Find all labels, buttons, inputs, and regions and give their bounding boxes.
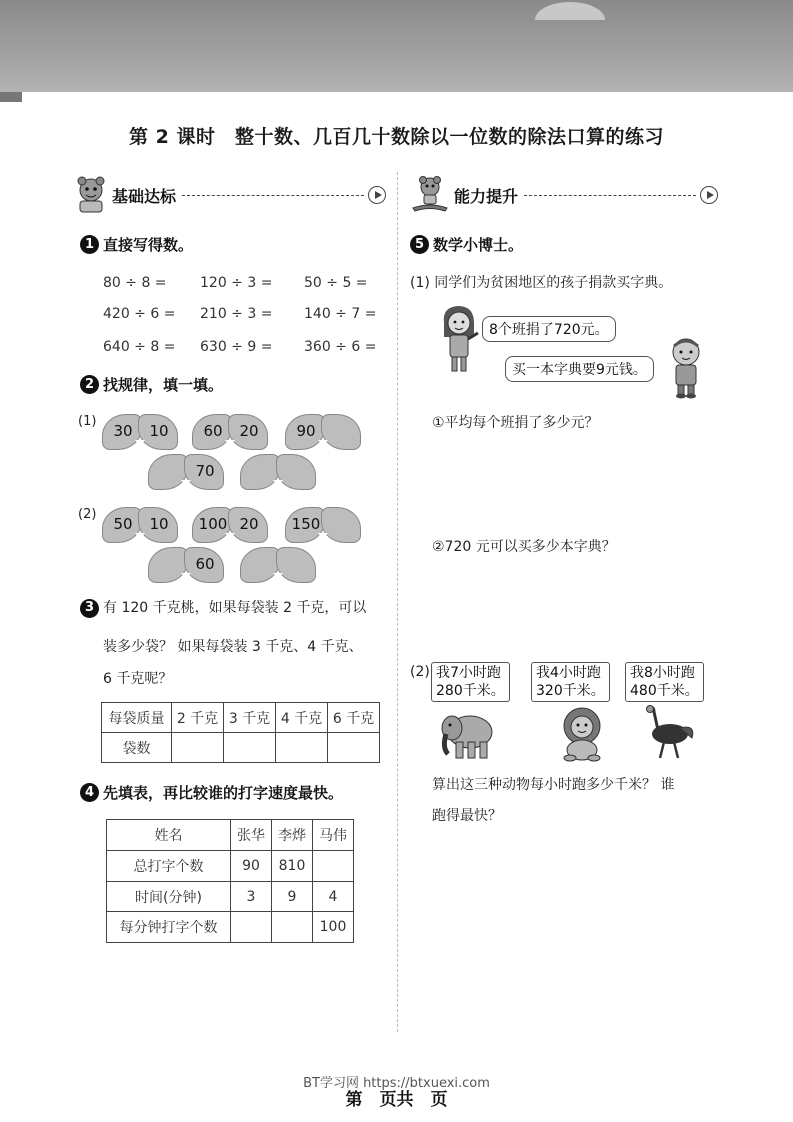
leaf-pair (102, 505, 180, 545)
arrow-icon (273, 573, 283, 579)
leaf-pair (192, 505, 270, 545)
speech-bubble-ostrich (625, 662, 704, 702)
question-3-table (101, 702, 380, 763)
subquestion-label: (1) (78, 414, 97, 429)
leaf-value: 70 (195, 462, 215, 480)
table-header-cell: 3 千克 (224, 703, 276, 733)
table-header-cell: 4 千克 (276, 703, 328, 733)
table-row (102, 703, 380, 733)
table-row (107, 820, 354, 851)
arrow-icon (135, 440, 145, 446)
section-dash (182, 195, 364, 196)
table-cell: 9 (272, 882, 313, 912)
leaf-pair (285, 505, 363, 545)
question-number: 2 (80, 375, 99, 394)
table-header-cell: 2 千克 (172, 703, 224, 733)
question-5-ask-2: ②720 元可以买多少本字典？ (432, 539, 616, 555)
table-header-cell: 马伟 (313, 820, 354, 851)
bubble-line: 我8小时跑 (630, 665, 695, 681)
header-band (0, 0, 793, 100)
question-3-line (80, 598, 366, 618)
section-basic (74, 176, 386, 214)
table-cell: 总打字个数 (107, 851, 231, 882)
calc-item: 630 ÷ 9 = (200, 339, 273, 355)
leaf-value: 30 (113, 422, 133, 440)
answer-cell[interactable] (272, 912, 313, 943)
leaf-value: 10 (149, 422, 169, 440)
calc-item: 360 ÷ 6 = (304, 339, 377, 355)
question-5-ask-1: ①平均每个班捐了多少元？ (432, 415, 599, 431)
leaf-value: 60 (195, 555, 215, 573)
page-curl (535, 2, 605, 20)
table-cell: 每分钟打字个数 (107, 912, 231, 943)
question-number: 4 (80, 783, 99, 802)
arrow-icon (273, 480, 283, 486)
table-header-cell: 6 千克 (328, 703, 380, 733)
question-5-part2: (2) (410, 664, 430, 680)
play-icon[interactable] (700, 186, 718, 204)
header-tab (0, 92, 22, 102)
section-advanced (410, 176, 718, 214)
leaf-pair (240, 452, 318, 492)
lion-icon (556, 706, 608, 762)
page-title: 第 2 课时 整十数、几百几十数除以一位数的除法口算的练习 (129, 126, 664, 148)
table-row (107, 851, 354, 882)
leaf-pair (148, 545, 226, 585)
leaf-pair (102, 412, 180, 452)
question-4-table (106, 819, 354, 943)
calc-item: 80 ÷ 8 = (103, 275, 167, 291)
subquestion-label: (2) (78, 507, 97, 522)
calc-item: 50 ÷ 5 = (304, 275, 368, 291)
table-row (102, 733, 380, 763)
girl-icon (436, 303, 482, 375)
leaf-pair (148, 452, 226, 492)
question-5-final-line: 算出这三种动物每小时跑多少千米？ 谁 (432, 777, 675, 793)
column-divider (397, 172, 398, 1032)
section-dash (524, 195, 696, 196)
leaf-pair (285, 412, 363, 452)
section-advanced-label: 能力提升 (454, 186, 519, 206)
leaf-value: 100 (198, 515, 228, 533)
answer-cell[interactable] (313, 851, 354, 882)
answer-cell[interactable] (276, 733, 328, 763)
boy-icon (664, 336, 708, 400)
arrow-icon (181, 480, 191, 486)
table-header-cell: 姓名 (107, 820, 231, 851)
ostrich-icon (640, 704, 700, 762)
table-cell: 时间(分钟) (107, 882, 231, 912)
question-5-title: 数学小博士。 (433, 236, 524, 254)
table-cell: 4 (313, 882, 354, 912)
play-icon[interactable] (368, 186, 386, 204)
table-header-cell: 李烨 (272, 820, 313, 851)
speech-bubble-elephant (431, 662, 510, 702)
question-5-part1: (1) 同学们为贫困地区的孩子捐款买字典。 (410, 275, 673, 291)
question-number: 3 (80, 599, 99, 618)
leaf-value: 50 (113, 515, 133, 533)
question-5-final-line: 跑得最快？ (432, 808, 502, 824)
bubble-line: 280千米。 (436, 683, 505, 699)
answer-cell[interactable] (224, 733, 276, 763)
leaf-pair (240, 545, 318, 585)
question-4-title: 先填表，再比较谁的打字速度最快。 (103, 784, 344, 802)
bubble-line: 480千米。 (630, 683, 699, 699)
table-cell: 袋数 (102, 733, 172, 763)
question-number: 1 (80, 235, 99, 254)
table-header-cell: 张华 (231, 820, 272, 851)
speech-bubble-lion (531, 662, 610, 702)
speech-bubble-girl: 8个班捐了720元。 (482, 316, 616, 342)
leaf-value: 20 (239, 422, 259, 440)
question-1-heading (80, 234, 193, 255)
elephant-icon (440, 708, 498, 760)
leaf-value: 90 (296, 422, 316, 440)
table-cell: 90 (231, 851, 272, 882)
leaf-value: 20 (239, 515, 259, 533)
question-number: 5 (410, 235, 429, 254)
answer-cell[interactable] (328, 733, 380, 763)
arrow-icon (318, 440, 328, 446)
footer-watermark-url: BT学习网 https://btxuexi.com (303, 1076, 490, 1091)
bubble-line: 我7小时跑 (436, 665, 501, 681)
question-3-text: 装多少袋？ 如果每袋装 3 千克、4 千克、 (103, 639, 363, 655)
speech-bubble-boy: 买一本字典要9元钱。 (505, 356, 654, 382)
table-cell: 810 (272, 851, 313, 882)
calc-item: 210 ÷ 3 = (200, 306, 273, 322)
question-1-title: 直接写得数。 (103, 236, 194, 254)
leaf-value: 150 (291, 515, 321, 533)
section-basic-label: 基础达标 (112, 186, 177, 206)
table-cell: 3 (231, 882, 272, 912)
arrow-icon (225, 533, 235, 539)
answer-cell[interactable] (172, 733, 224, 763)
arrow-icon (225, 440, 235, 446)
answer-cell[interactable] (231, 912, 272, 943)
question-5-heading (410, 234, 523, 255)
calc-item: 120 ÷ 3 = (200, 275, 273, 291)
leaf-value: 60 (203, 422, 223, 440)
leaf-value: 10 (149, 515, 169, 533)
question-2-heading (80, 374, 223, 395)
leaf-pair (192, 412, 270, 452)
arrow-icon (318, 533, 328, 539)
tiger-mascot-icon (74, 176, 108, 214)
table-cell: 100 (313, 912, 354, 943)
question-3-text: 6 千克呢？ (103, 671, 173, 687)
table-row (107, 912, 354, 943)
bubble-line: 320千米。 (536, 683, 605, 699)
question-4-heading (80, 782, 343, 803)
calc-item: 140 ÷ 7 = (304, 306, 377, 322)
tiger-surf-mascot-icon (410, 176, 450, 214)
arrow-icon (135, 533, 145, 539)
table-row (107, 882, 354, 912)
table-header-cell: 每袋质量 (102, 703, 172, 733)
calc-item: 640 ÷ 8 = (103, 339, 176, 355)
footer-page-number: 第 页共 页 (345, 1090, 448, 1110)
calc-item: 420 ÷ 6 = (103, 306, 176, 322)
bubble-line: 我4小时跑 (536, 665, 601, 681)
question-3-text: 有 120 千克桃，如果每袋装 2 千克，可以 (103, 600, 367, 616)
arrow-icon (181, 573, 191, 579)
question-2-title: 找规律，填一填。 (103, 376, 224, 394)
header-edge (20, 92, 793, 100)
